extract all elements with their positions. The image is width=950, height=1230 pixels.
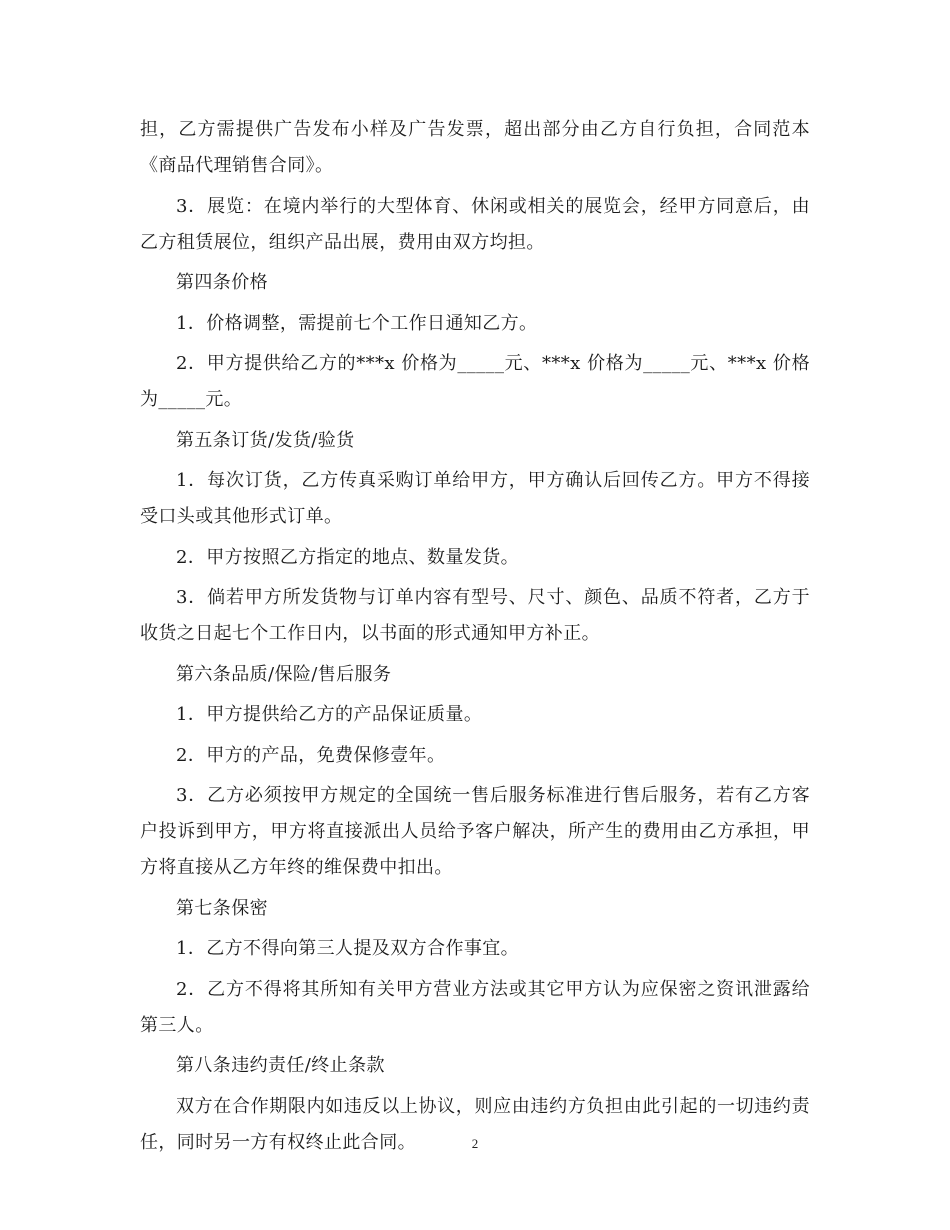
paragraph-breach: 双方在合作期限内如违反以上协议，则应由违约方负担由此引起的一切违约责任，同时另一方有权终止此合同。 xyxy=(140,1095,810,1153)
document-body xyxy=(140,112,810,1165)
paragraph-quality-3: 3．乙方必须按甲方规定的全国统一售后服务标准进行售后服务，若有乙方客户投诉到甲方，甲方将直接派出人员给予客户解决，所产生的费用由乙方承担，甲方将直接从乙方年终的维保费中扣出。 xyxy=(140,785,810,878)
paragraph-continuation: 担，乙方需提供广告发布小样及广告发票，超出部分由乙方自行负担，合同范本《商品代理销售合同》。 xyxy=(140,119,810,176)
section-heading-ordering: 第五条订货/发货/验货 xyxy=(176,429,355,451)
paragraph-price-adjust: 1．价格调整，需提前七个工作日通知乙方。 xyxy=(176,312,538,334)
paragraph-confidentiality-1: 1．乙方不得向第三人提及双方合作事宜。 xyxy=(176,938,520,959)
paragraph-price-list: 2．甲方提供给乙方的***x 价格为_____元、***x 价格为_____元、***x 价格为_____元。 xyxy=(140,353,810,410)
paragraph-exhibition: 3．展览：在境内举行的大型体育、休闲或相关的展览会，经甲方同意后，由乙方租赁展位，组织产品出展，费用由双方均担。 xyxy=(140,195,810,253)
section-heading-confidentiality: 第七条保密 xyxy=(176,897,268,919)
section-heading-quality: 第六条品质/保险/售后服务 xyxy=(176,663,392,685)
paragraph-confidentiality-2: 2．乙方不得将其所知有关甲方营业方法或其它甲方认为应保密之资讯泄露给第三人。 xyxy=(140,978,810,1036)
section-heading-price: 第四条价格 xyxy=(176,272,268,293)
paragraph-ordering-3: 3．倘若甲方所发货物与订单内容有型号、尺寸、颜色、品质不符者，乙方于收货之日起七个工作日内，以书面的形式通知甲方补正。 xyxy=(140,587,810,644)
page-number: 2 xyxy=(471,1136,479,1151)
paragraph-quality-1: 1．甲方提供给乙方的产品保证质量。 xyxy=(176,704,483,725)
section-heading-breach: 第八条违约责任/终止条款 xyxy=(176,1055,385,1076)
paragraph-quality-2: 2．甲方的产品，免费保修壹年。 xyxy=(176,744,446,766)
paragraph-ordering-1: 1．每次订货，乙方传真采购订单给甲方，甲方确认后回传乙方。甲方不得接受口头或其他形式订单。 xyxy=(140,470,810,527)
paragraph-ordering-2: 2．甲方按照乙方指定的地点、数量发货。 xyxy=(176,546,520,568)
